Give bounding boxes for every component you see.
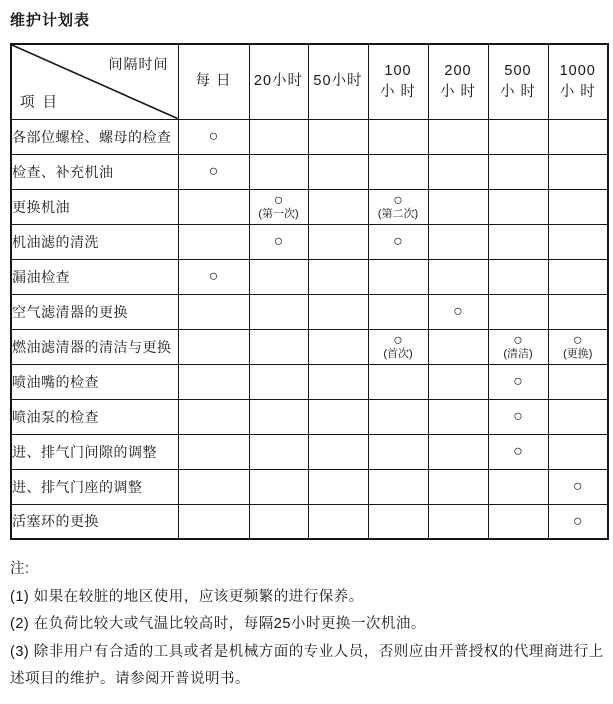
schedule-cell [368,119,428,154]
schedule-cell [488,399,548,434]
schedule-cell [249,154,308,189]
check-circle-icon: ○ [513,443,523,460]
note-item-3: (3) 除非用户有合适的工具或者是机械方面的专业人员，否则应由开普授权的代理商进行上述项目的维护。请参阅开普说明书。 [10,643,604,687]
row-item-label: 更换机油 [11,189,178,224]
schedule-cell [249,469,308,504]
schedule-cell [308,329,368,364]
schedule-cell [488,504,548,539]
table-row [11,224,608,259]
schedule-cell [368,469,428,504]
row-item-label: 各部位螺栓、螺母的检查 [11,119,178,154]
row-item-label: 空气滤清器的更换 [11,294,178,329]
schedule-cell [548,504,608,539]
check-circle-icon: ○ [208,163,219,180]
table-row [11,119,608,154]
check-circle-icon: ○ [208,268,219,285]
col-header-50h: 50小时 [308,44,368,119]
schedule-cell [548,364,608,399]
row-item-label: 进、排气门间隙的调整 [11,434,178,469]
row-item-label: 机油滤的清洗 [11,224,178,259]
note-item-1: (1) 如果在较脏的地区使用，应该更频繁的进行保养。 [10,588,364,605]
check-circle-icon: ○ [572,478,583,495]
schedule-cell [368,504,428,539]
schedule-cell [178,259,249,294]
schedule-cell [488,189,548,224]
schedule-cell [308,189,368,224]
notes-label: 注: [10,561,30,577]
schedule-cell [178,189,249,224]
schedule-cell [249,434,308,469]
row-item-label: 活塞环的更换 [11,504,178,539]
schedule-cell [308,154,368,189]
schedule-cell [249,504,308,539]
schedule-cell [488,294,548,329]
check-circle-icon: ○ [393,332,403,349]
schedule-cell [548,189,608,224]
mark-label: (更换) [563,348,593,360]
table-row [11,189,608,224]
col-header-20h: 20小时 [249,44,308,119]
schedule-cell [428,119,488,154]
schedule-cell [488,329,548,364]
schedule-cell [488,154,548,189]
schedule-cell [249,189,308,224]
mark-label: (清洁) [503,348,533,360]
check-circle-icon: ○ [393,233,403,250]
schedule-cell [178,364,249,399]
schedule-cell [249,119,308,154]
page-title: 维护计划表 [10,12,91,29]
mark-label: (首次) [383,348,413,360]
schedule-cell [548,259,608,294]
schedule-cell [548,469,608,504]
table-row [11,399,608,434]
schedule-cell [428,469,488,504]
schedule-cell [308,469,368,504]
schedule-cell [308,504,368,539]
row-item-label: 喷油泵的检查 [11,399,178,434]
schedule-cell [308,224,368,259]
check-circle-icon: ○ [572,512,583,530]
schedule-cell [368,329,428,364]
schedule-cell [249,364,308,399]
schedule-cell [178,329,249,364]
table-row [11,294,608,329]
schedule-cell [308,434,368,469]
table-row [11,364,608,399]
table-row [11,434,608,469]
schedule-cell [249,259,308,294]
schedule-cell [428,154,488,189]
schedule-body [11,119,608,539]
note-item-2: (2) 在负荷比较大或气温比较高时，每隔25小时更换一次机油。 [10,616,426,632]
schedule-cell [368,259,428,294]
schedule-cell [368,224,428,259]
schedule-cell [178,294,249,329]
schedule-cell [488,259,548,294]
maintenance-schedule-table [10,43,609,540]
col-header-1000h: 1000 小 时 [548,44,608,119]
schedule-cell [548,434,608,469]
schedule-cell [308,399,368,434]
check-circle-icon: ○ [572,332,583,349]
schedule-cell [428,189,488,224]
check-circle-icon: ○ [393,192,403,209]
header-row [11,44,608,119]
schedule-cell [428,399,488,434]
corner-item-label: 项 目 [20,94,60,111]
schedule-cell [548,329,608,364]
check-circle-icon: ○ [513,373,523,390]
check-circle-icon: ○ [208,128,219,145]
table-row [11,469,608,504]
check-circle-icon: ○ [513,408,523,425]
row-item-label: 喷油嘴的检查 [11,364,178,399]
schedule-cell [249,294,308,329]
mark-label: (第二次) [377,208,419,220]
corner-interval-label: 间隔时间 [108,56,169,72]
table-row [11,504,608,539]
schedule-cell [488,224,548,259]
schedule-cell [178,154,249,189]
col-header-200h: 200 小 时 [428,44,488,119]
schedule-cell [249,224,308,259]
schedule-cell [428,504,488,539]
schedule-cell [548,224,608,259]
table-row [11,154,608,189]
check-circle-icon: ○ [273,233,284,250]
col-header-500h: 500 小 时 [488,44,548,119]
schedule-cell [548,119,608,154]
schedule-cell [428,259,488,294]
schedule-cell [368,189,428,224]
schedule-cell [428,364,488,399]
col-header-daily: 每 日 [178,44,249,119]
schedule-cell [178,224,249,259]
schedule-cell [308,119,368,154]
schedule-cell [178,469,249,504]
row-item-label: 漏油检查 [11,259,178,294]
schedule-cell [308,364,368,399]
schedule-cell [368,364,428,399]
schedule-cell [368,294,428,329]
notes-section [10,556,604,694]
schedule-cell [178,399,249,434]
schedule-cell [308,294,368,329]
schedule-cell [428,329,488,364]
row-item-label: 检查、补充机油 [11,154,178,189]
schedule-cell [178,434,249,469]
schedule-cell [368,434,428,469]
schedule-cell [368,399,428,434]
check-circle-icon: ○ [513,332,523,349]
schedule-cell [428,224,488,259]
schedule-cell [249,329,308,364]
table-row [11,329,608,364]
table-row [11,259,608,294]
schedule-cell [488,364,548,399]
schedule-cell [488,119,548,154]
schedule-cell [368,154,428,189]
schedule-cell [488,434,548,469]
schedule-cell [488,469,548,504]
check-circle-icon: ○ [453,303,463,320]
schedule-cell [548,154,608,189]
row-item-label: 进、排气门座的调整 [11,469,178,504]
schedule-cell [308,259,368,294]
schedule-cell [178,119,249,154]
check-circle-icon: ○ [273,192,284,209]
schedule-cell [548,294,608,329]
mark-label: (第一次) [258,208,299,220]
schedule-cell [249,399,308,434]
schedule-cell [548,399,608,434]
corner-cell [11,44,178,119]
row-item-label: 燃油滤清器的清洁与更换 [11,329,178,364]
col-header-100h: 100 小 时 [368,44,428,119]
schedule-cell [428,434,488,469]
schedule-cell [428,294,488,329]
schedule-cell [178,504,249,539]
